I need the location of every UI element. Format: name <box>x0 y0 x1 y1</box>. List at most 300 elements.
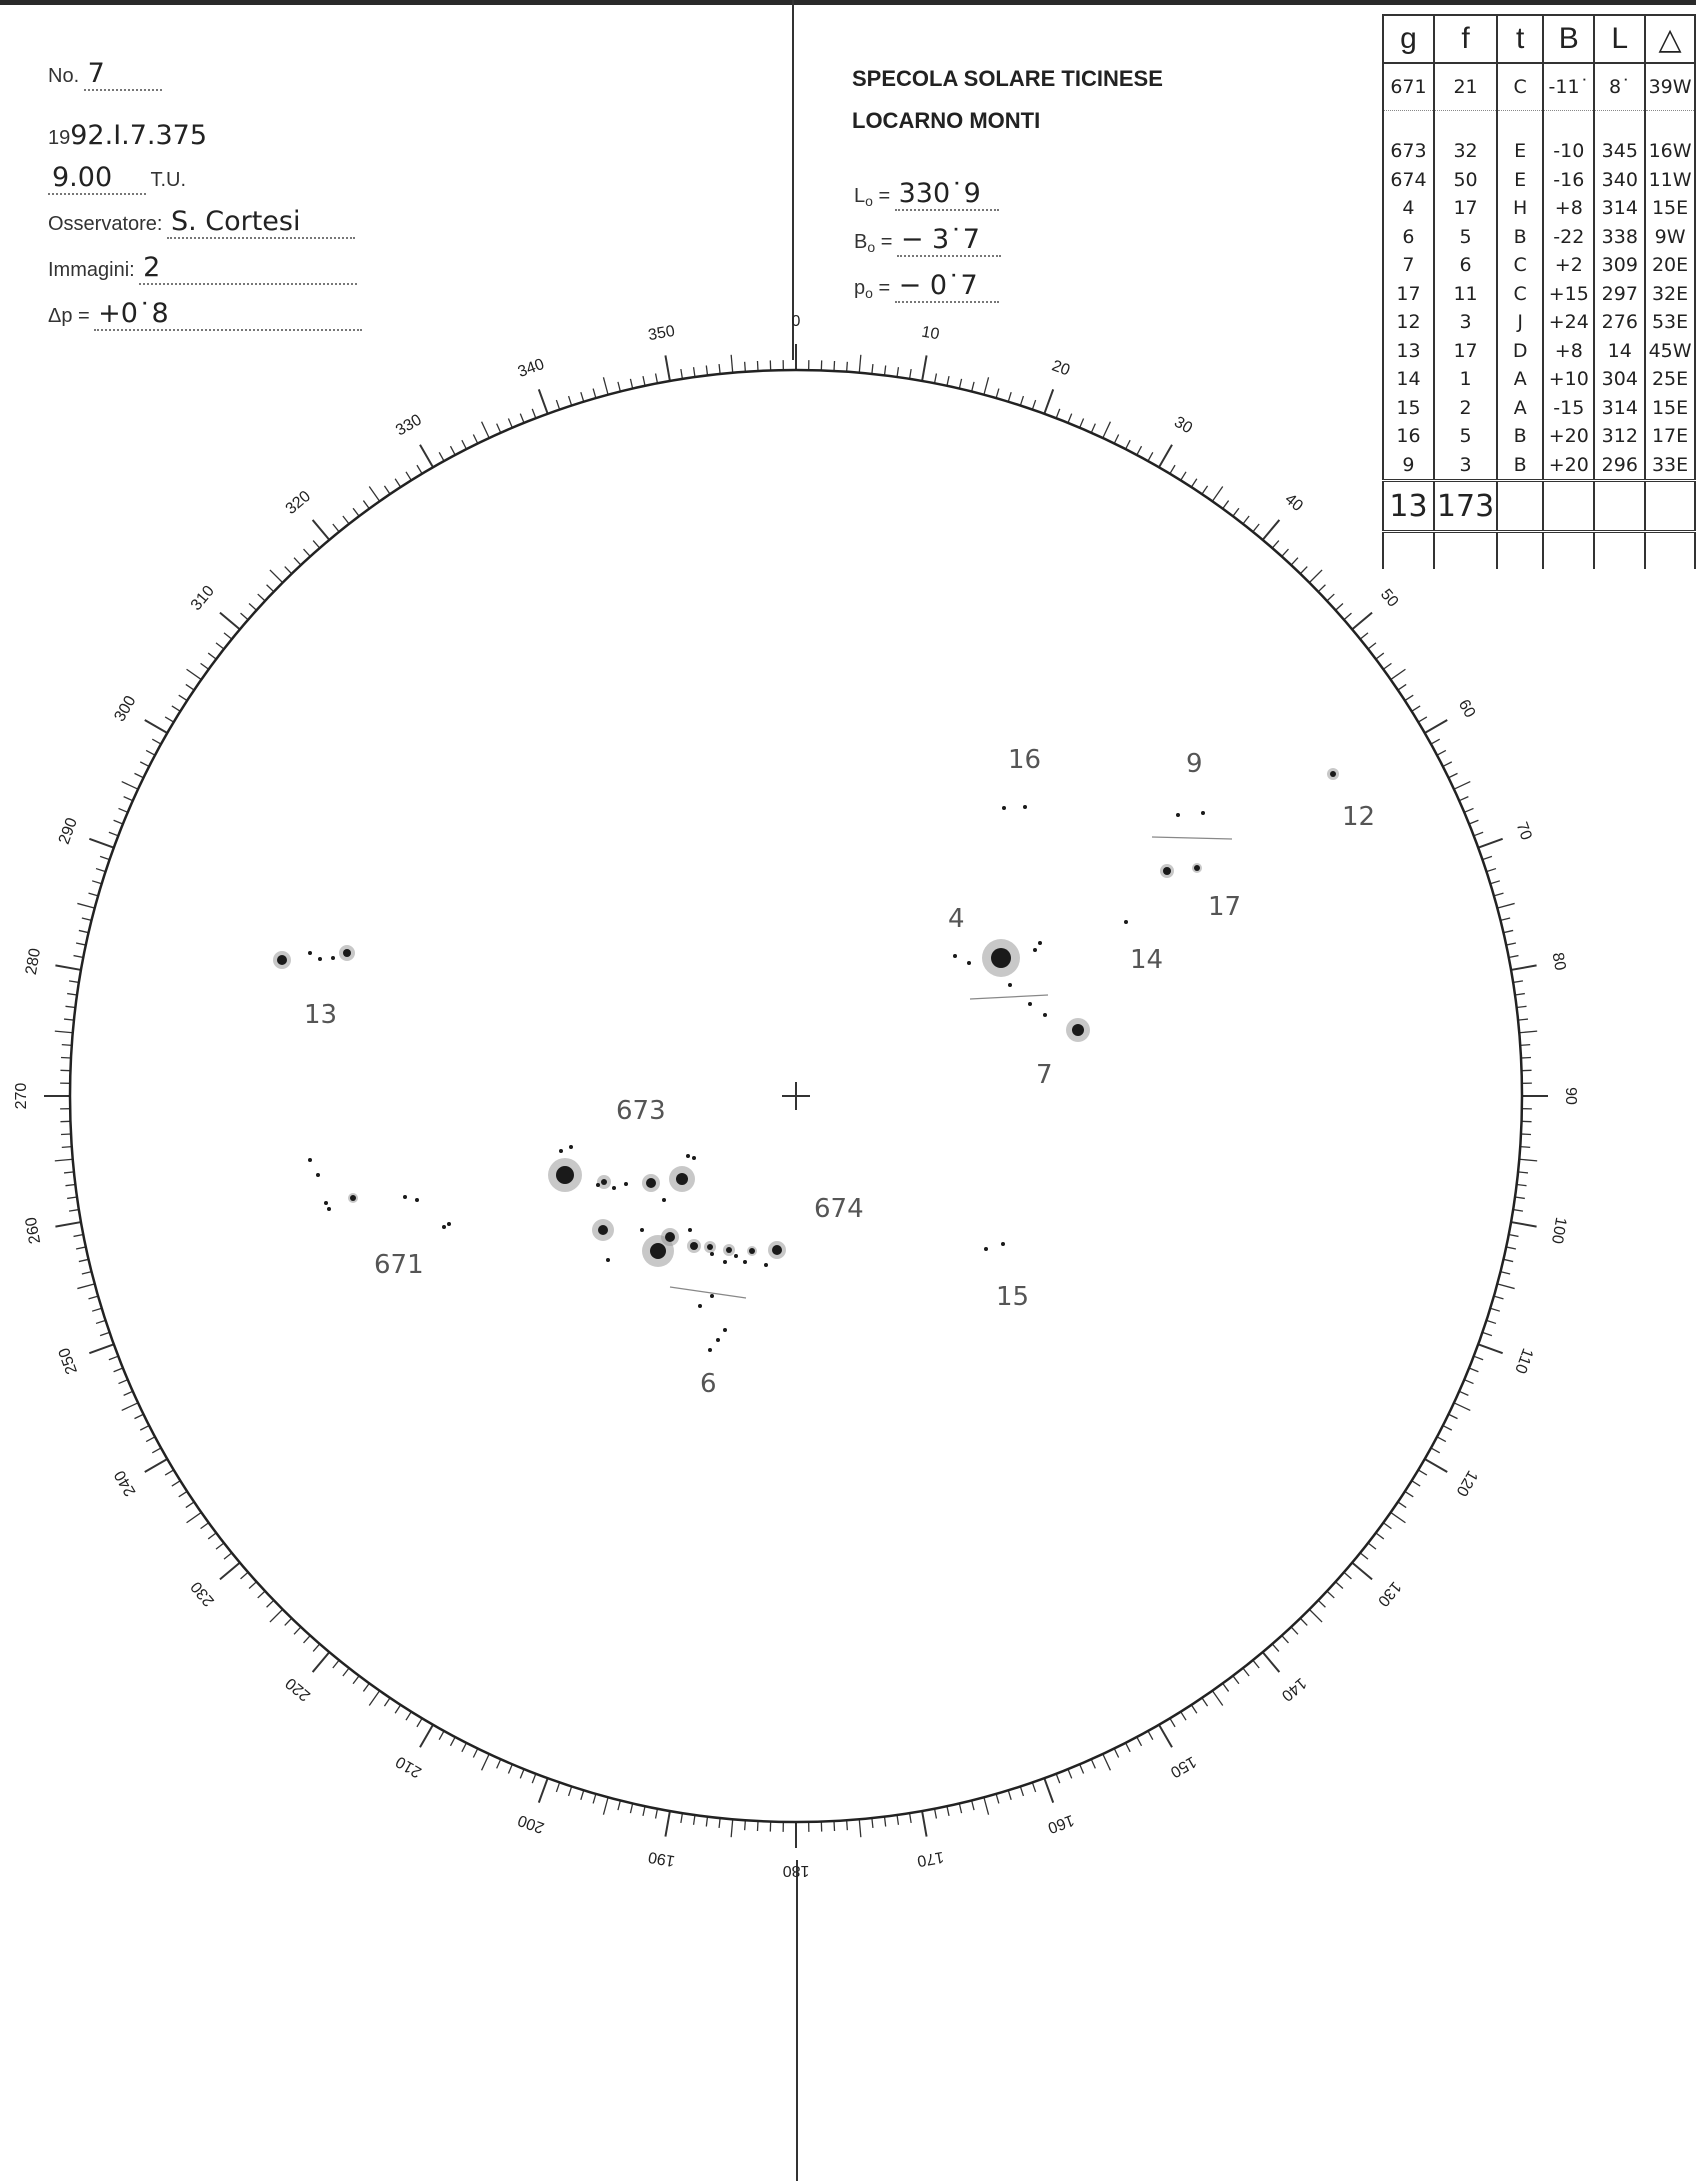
scale-tick <box>1159 445 1172 468</box>
scale-tick <box>1494 893 1504 896</box>
scale-tick <box>581 1790 584 1800</box>
scale-tick <box>1360 633 1368 639</box>
scale-tick <box>1044 1778 1053 1802</box>
scale-tick <box>79 1259 89 1261</box>
scale-tick <box>74 1235 84 1237</box>
scale-tick <box>1454 1403 1470 1411</box>
scale-tick <box>61 1134 71 1135</box>
scale-tick-label: 300 <box>111 693 140 725</box>
table-cell: 25E <box>1645 365 1695 394</box>
scale-tick <box>1464 808 1473 812</box>
scale-tick <box>1212 487 1222 502</box>
scale-tick-label: 190 <box>646 1847 677 1870</box>
scale-tick <box>1233 1676 1239 1684</box>
sunspot-pore <box>723 1260 727 1264</box>
dp-label: Δp = <box>48 305 90 327</box>
scale-tick <box>1431 1448 1440 1453</box>
scale-tick <box>76 943 86 945</box>
table-cell: B <box>1497 422 1543 451</box>
scale-tick <box>384 486 390 494</box>
table-cell: 11W <box>1645 166 1695 195</box>
scale-tick <box>304 1636 311 1643</box>
scale-tick <box>270 570 283 583</box>
scale-tick <box>122 1403 138 1411</box>
sunspot-pore <box>692 1156 696 1160</box>
group-label: 14 <box>1130 945 1164 975</box>
scale-tick <box>152 1448 161 1453</box>
table-cell: 21 <box>1434 63 1497 111</box>
scale-tick <box>984 377 989 394</box>
scale-tick <box>1263 520 1280 540</box>
scale-tick <box>1519 1031 1537 1033</box>
scale-tick <box>1391 1512 1406 1522</box>
scale-tick <box>1327 594 1334 601</box>
scale-tick <box>972 382 974 392</box>
table-cell: 312 <box>1594 422 1645 451</box>
sunspot-umbra <box>1194 865 1200 871</box>
scale-tick <box>910 1813 912 1823</box>
sunspot-umbra <box>1072 1024 1084 1036</box>
scale-tick <box>62 1147 72 1148</box>
scale-tick <box>119 808 128 812</box>
scale-tick <box>1519 1159 1537 1161</box>
table-cell: +10 <box>1543 365 1594 394</box>
scale-tick-label: 50 <box>1376 586 1402 611</box>
scale-tick <box>681 369 683 379</box>
scale-tick <box>1114 1749 1118 1758</box>
group-axis-line <box>970 995 1048 999</box>
scale-tick <box>67 1197 77 1198</box>
scale-tick <box>395 1705 400 1713</box>
scale-tick <box>1318 585 1325 592</box>
scale-tick <box>343 1668 349 1676</box>
sunspot-pore <box>308 1158 312 1162</box>
scale-tick <box>1503 1259 1513 1261</box>
B0-label: B <box>854 231 868 253</box>
scale-tick <box>935 374 937 384</box>
B0-eq: = <box>880 231 893 253</box>
sunspot-pore <box>559 1149 563 1153</box>
sunspot-pore <box>716 1338 720 1342</box>
table-cell: 9 <box>1383 451 1434 481</box>
scale-tick <box>1223 1683 1229 1691</box>
scale-tick <box>145 1459 168 1472</box>
scale-tick <box>1114 434 1118 443</box>
scale-tick <box>1020 1786 1023 1796</box>
sunspot-pore <box>710 1252 714 1256</box>
scale-tick <box>1202 1698 1208 1706</box>
table-cell: +2 <box>1543 251 1594 280</box>
scale-tick <box>1008 392 1011 402</box>
scale-tick <box>294 558 301 565</box>
sunspot-umbra <box>598 1225 608 1235</box>
table-cell: 17 <box>1434 337 1497 366</box>
scale-tick <box>134 1414 143 1418</box>
sunspot-pore <box>1002 806 1006 810</box>
scale-tick <box>731 1819 733 1837</box>
scale-tick <box>1474 832 1483 836</box>
table-cell: 3 <box>1434 451 1497 481</box>
scale-tick <box>109 1356 118 1360</box>
group-label: 6 <box>700 1369 717 1399</box>
group-axis-line <box>670 1287 746 1298</box>
scale-tick <box>343 516 349 524</box>
scale-tick <box>1513 1210 1523 1212</box>
L0-value: 330˙9 <box>895 178 999 211</box>
sunspot-umbra <box>749 1248 755 1254</box>
scale-tick <box>89 1344 113 1353</box>
scale-tick <box>1486 869 1496 872</box>
scale-tick <box>1272 1644 1279 1652</box>
scale-tick-label: 340 <box>515 355 547 381</box>
scale-tick <box>1437 750 1446 755</box>
scale-tick <box>417 465 422 474</box>
scale-tick <box>1263 1652 1280 1672</box>
scale-tick-label: 230 <box>187 1577 218 1610</box>
dp-value: +0˙8 <box>94 298 362 331</box>
scale-tick <box>201 1523 209 1529</box>
scale-tick <box>1080 1764 1084 1773</box>
table-cell: 16W <box>1645 137 1695 166</box>
table-cell: 5 <box>1434 223 1497 252</box>
L0-eq: = <box>878 185 891 207</box>
sunspot-pore <box>984 1247 988 1251</box>
sunspot-umbra <box>1163 867 1171 875</box>
table-cell: +15 <box>1543 280 1594 309</box>
sunspot-pore <box>640 1228 644 1232</box>
scale-tick <box>508 1764 512 1773</box>
scale-tick <box>55 1031 73 1033</box>
scale-tick <box>745 362 746 372</box>
scale-tick <box>1482 856 1491 859</box>
scale-tick <box>1478 1344 1502 1353</box>
sunspot-pore <box>662 1198 666 1202</box>
sunspot-umbra <box>726 1247 732 1253</box>
scale-tick <box>834 1821 835 1831</box>
scale-tick <box>1291 558 1298 565</box>
scale-tick <box>1300 567 1307 574</box>
scale-tick <box>834 361 835 371</box>
group-label: 9 <box>1186 749 1203 779</box>
table-cell: 314 <box>1594 394 1645 423</box>
scale-tick <box>1520 1045 1530 1046</box>
scale-tick <box>1068 1769 1072 1778</box>
scale-tick <box>216 1543 224 1549</box>
scale-tick-label: 220 <box>282 1674 315 1705</box>
scale-tick <box>1521 1134 1531 1135</box>
table-cell: 32E <box>1645 280 1695 309</box>
scale-tick <box>304 549 311 556</box>
scale-tick <box>1431 739 1440 744</box>
scale-tick <box>165 1470 174 1475</box>
scale-tick <box>420 445 433 468</box>
table-cell: 15E <box>1645 194 1695 223</box>
scale-tick <box>1056 409 1060 418</box>
scale-tick <box>74 956 84 958</box>
scale-tick <box>1233 508 1239 516</box>
scale-tick <box>996 1794 999 1804</box>
scale-tick <box>1509 1235 1519 1237</box>
scale-tick <box>556 1782 559 1791</box>
scale-tick <box>706 1817 707 1827</box>
sunspot-pore <box>698 1304 702 1308</box>
scale-tick <box>1469 820 1478 824</box>
table-cell: 340 <box>1594 166 1645 195</box>
table-cell: 345 <box>1594 137 1645 166</box>
scale-tick <box>922 355 927 381</box>
table-cell: 304 <box>1594 365 1645 394</box>
scale-tick <box>1418 717 1427 722</box>
table-cell: 314 <box>1594 194 1645 223</box>
scale-tick <box>220 613 240 630</box>
table-cell: 14 <box>1383 365 1434 394</box>
scale-tick <box>294 1627 301 1634</box>
table-cell: 14 <box>1594 337 1645 366</box>
table-cell: +20 <box>1543 451 1594 481</box>
scale-tick <box>64 1172 74 1173</box>
table-cell: 16 <box>1383 422 1434 451</box>
scale-tick <box>694 367 695 377</box>
scale-tick <box>1272 541 1279 549</box>
scale-tick-label: 350 <box>646 322 677 345</box>
scale-tick <box>847 362 848 372</box>
table-cell: 3 <box>1434 308 1497 337</box>
scale-tick <box>473 1749 477 1758</box>
scale-tick <box>1459 1391 1468 1395</box>
scale-tick <box>884 1817 885 1827</box>
scale-tick <box>313 1644 320 1652</box>
scale-tick <box>656 1809 658 1819</box>
group-label: 7 <box>1036 1060 1053 1090</box>
sunspot-pore <box>327 1207 331 1211</box>
scale-tick <box>1368 1543 1376 1549</box>
sunspot-pore <box>447 1222 451 1226</box>
scale-tick <box>1405 1491 1413 1496</box>
scale-tick <box>1291 1627 1298 1634</box>
scale-tick-label: 310 <box>187 582 218 615</box>
table-cell: A <box>1497 394 1543 423</box>
scale-tick <box>179 695 187 700</box>
sunspot-umbra <box>1330 771 1336 777</box>
header-g: g <box>1383 15 1434 63</box>
scale-tick <box>249 1582 256 1589</box>
sunspot-pore <box>403 1195 407 1199</box>
scale-tick <box>630 379 632 389</box>
header-B: B <box>1543 15 1594 63</box>
table-cell: 20E <box>1645 251 1695 280</box>
scale-tick <box>473 434 477 443</box>
sunspot-umbra <box>772 1245 782 1255</box>
scale-tick <box>55 965 81 970</box>
time-unit-label: T.U. <box>150 169 187 191</box>
scale-tick <box>1148 1731 1153 1740</box>
scale-tick <box>1449 1414 1458 1418</box>
scale-tick <box>539 1778 548 1802</box>
scale-tick <box>1515 1197 1525 1198</box>
scale-tick <box>630 1803 632 1813</box>
table-cell: 32 <box>1434 137 1497 166</box>
scale-tick <box>89 839 113 848</box>
scale-tick <box>1503 930 1513 932</box>
scale-tick <box>267 1600 274 1607</box>
scale-tick <box>1212 1691 1222 1706</box>
sunspot-umbra <box>646 1178 656 1188</box>
table-cell: 338 <box>1594 223 1645 252</box>
sunspot-pore <box>1001 1242 1005 1246</box>
sunspot-pore <box>723 1328 727 1332</box>
table-cell: E <box>1497 166 1543 195</box>
scale-tick <box>89 1296 99 1299</box>
scale-tick <box>249 604 256 611</box>
scale-tick <box>1202 486 1208 494</box>
table-cell: 1 <box>1434 365 1497 394</box>
scale-tick <box>1464 1380 1473 1384</box>
scale-tick <box>462 1743 467 1752</box>
scale-tick <box>369 487 379 502</box>
scale-tick <box>69 1210 79 1212</box>
scale-tick <box>1318 1600 1325 1607</box>
scale-tick <box>1500 1272 1510 1274</box>
scale-tick-label: 240 <box>111 1467 140 1499</box>
sunspot-pore <box>331 956 335 960</box>
scale-tick <box>1443 762 1452 767</box>
scale-tick <box>1511 1222 1537 1227</box>
scale-tick <box>1454 782 1470 790</box>
scale-tick <box>910 369 912 379</box>
scale-tick <box>1032 1782 1035 1791</box>
scale-tick <box>417 1718 422 1727</box>
sunspot-pore <box>743 1260 747 1264</box>
scale-tick <box>1336 1582 1343 1589</box>
scale-tick <box>77 903 94 908</box>
sunspot-pore <box>686 1154 690 1158</box>
scale-tick <box>618 1800 620 1810</box>
scale-tick <box>1383 663 1391 669</box>
scale-tick-label: 170 <box>915 1847 946 1870</box>
sunspot-umbra <box>343 949 351 957</box>
scale-tick-label: 280 <box>22 946 45 977</box>
scale-tick <box>146 750 155 755</box>
scale-tick <box>1490 1308 1500 1311</box>
sunspot-pore <box>708 1348 712 1352</box>
sunspot-pore <box>1008 983 1012 987</box>
group-label: 4 <box>948 904 965 934</box>
scale-tick <box>757 361 758 371</box>
scale-tick <box>267 585 274 592</box>
scale-tick <box>369 1691 379 1706</box>
scale-tick <box>1032 400 1035 409</box>
scale-tick <box>1412 706 1420 711</box>
header-f: f <box>1434 15 1497 63</box>
scale-tick <box>694 1815 695 1825</box>
table-cell: C <box>1497 280 1543 309</box>
table-cell: 309 <box>1594 251 1645 280</box>
sunspot-umbra <box>601 1179 607 1185</box>
scale-tick <box>643 376 645 386</box>
scale-tick <box>82 1272 92 1274</box>
scale-tick <box>172 1481 180 1486</box>
table-cell: A <box>1497 365 1543 394</box>
scale-tick <box>122 782 138 790</box>
scale-tick <box>1518 1172 1528 1173</box>
scale-tick <box>224 633 232 639</box>
scale-tick-label: 260 <box>22 1215 45 1246</box>
scale-tick <box>285 1618 292 1625</box>
images-label: Immagini: <box>48 259 135 281</box>
sunspot-pore <box>688 1228 692 1232</box>
scale-tick-label: 160 <box>1045 1811 1077 1837</box>
scale-tick <box>1253 524 1259 532</box>
table-cell: 53E <box>1645 308 1695 337</box>
scale-tick <box>406 472 411 480</box>
table-cell: H <box>1497 194 1543 223</box>
scale-tick <box>1506 1247 1516 1249</box>
scale-tick <box>532 409 536 418</box>
sunspot-pore <box>1023 805 1027 809</box>
scale-tick-label: 70 <box>1512 819 1535 843</box>
table-cell: 13 <box>1383 337 1434 366</box>
scale-tick <box>497 1759 501 1768</box>
scale-tick <box>333 524 339 532</box>
group-label: 671 <box>374 1250 424 1280</box>
sunspot-pore <box>1033 948 1037 952</box>
group-label: 13 <box>304 1000 338 1030</box>
scale-tick <box>1137 1737 1142 1746</box>
scale-tick <box>1137 446 1142 455</box>
scale-tick <box>872 364 873 374</box>
scale-tick <box>665 1811 670 1837</box>
scale-tick <box>1181 1712 1186 1720</box>
scale-tick <box>508 419 512 428</box>
table-cell: 296 <box>1594 451 1645 481</box>
scale-tick <box>1482 1332 1491 1335</box>
scale-tick-label: 20 <box>1049 357 1073 380</box>
group-label: 674 <box>814 1194 864 1224</box>
scale-tick <box>96 869 106 872</box>
scale-tick <box>1191 1705 1196 1713</box>
L0-label: L <box>854 185 866 207</box>
scale-tick <box>520 414 524 423</box>
sunspot-pore <box>415 1198 419 1202</box>
scale-tick <box>1159 1725 1172 1748</box>
scale-tick <box>1181 472 1186 480</box>
sunspot-umbra <box>650 1243 666 1259</box>
scale-tick <box>1282 1636 1289 1643</box>
sunspot-pore <box>764 1263 768 1267</box>
scale-tick <box>1309 1609 1322 1622</box>
scale-tick <box>1425 1459 1448 1472</box>
scale-tick <box>1437 1437 1446 1442</box>
scale-tick <box>1520 1147 1530 1148</box>
scale-tick <box>603 377 608 394</box>
table-cell: 6 <box>1434 251 1497 280</box>
table-cell: 8˙ <box>1594 63 1645 111</box>
date-prefix: 19 <box>48 127 71 149</box>
scale-tick <box>55 1159 73 1161</box>
scale-tick <box>124 1391 133 1395</box>
scale-tick <box>165 717 174 722</box>
p0-value: − 0˙7 <box>895 270 999 303</box>
sunspot-pore <box>1176 813 1180 817</box>
scale-tick <box>179 1491 187 1496</box>
scale-tick <box>1020 396 1023 406</box>
sunspot-pore <box>710 1294 714 1298</box>
table-cell: +8 <box>1543 337 1594 366</box>
scale-tick <box>859 355 861 373</box>
sunspot-pore <box>316 1173 320 1177</box>
scale-tick <box>897 1815 898 1825</box>
scale-tick <box>201 663 209 669</box>
